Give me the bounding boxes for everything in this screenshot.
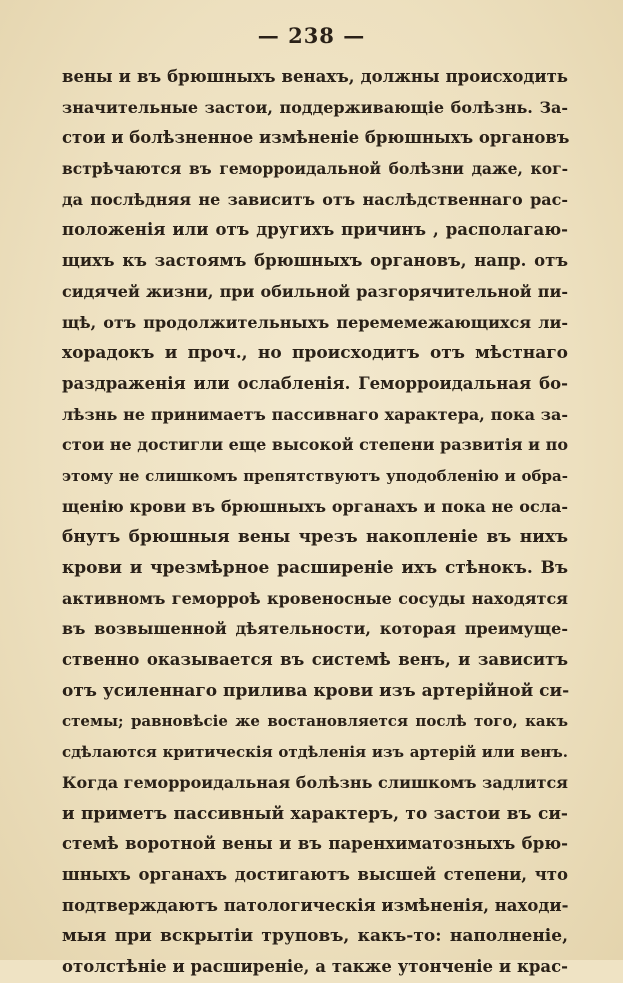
text-line: стемѣ воротной вены и въ паренхиматозныхъ брю- — [62, 834, 568, 854]
text-line: щихъ къ застоямъ брюшныхъ органовъ, напр. отъ — [62, 251, 568, 271]
text-line: этому не слишкомъ препятствуютъ уподобленію и обра- — [62, 466, 568, 485]
text-line: подтверждаютъ патологическія измѣненія, находи- — [62, 895, 569, 915]
text-line: вены и въ брюшныхъ венахъ, должны происходить — [62, 67, 568, 86]
text-line: въ возвышенной дѣятельности, которая преимуще- — [62, 619, 568, 639]
text-line: стои и болѣзненное измѣненіе брюшныхъ органовъ — [62, 128, 570, 148]
text-line: ственно оказывается въ системѣ венъ, и зависитъ — [62, 650, 568, 670]
text-line: крови и чрезмѣрное расширеніе ихъ стѣнокъ. Въ — [62, 558, 568, 578]
text-line: активномъ геморроѣ кровеносные сосуды находятся — [62, 588, 568, 608]
text-line: Когда геморроидальная болѣзнь слишкомъ задлится — [62, 772, 568, 792]
text-line: сдѣлаются критическія отдѣленія изъ артерій или венъ. — [62, 743, 568, 762]
text-line: стемы; равновѣсіе же востановляется послѣ того, какъ — [62, 712, 568, 731]
text-line: хорадокъ и проч., но происходитъ отъ мѣстнаго — [62, 343, 568, 364]
page-number: — 238 — — [257, 23, 366, 48]
text-line: положенія или отъ другихъ причинъ , располагаю- — [62, 220, 568, 240]
text-line: сидячей жизни, при обильной разгорячительной пи- — [62, 281, 568, 301]
text-line: щенію крови въ брюшныхъ органахъ и пока не осла- — [62, 496, 568, 516]
text-line: значительные застои, поддерживающіе болѣзнь. За- — [62, 97, 568, 117]
text-line: бнутъ брюшныя вены чрезъ накопленіе въ нихъ — [62, 527, 568, 548]
text-line: отъ усиленнаго прилива крови изъ артерійной си- — [62, 680, 570, 701]
text-line: щѣ, отъ продолжительныхъ перемемежающихся ли- — [62, 312, 568, 332]
text-line: отолстѣніе и расширеніе, а также утонченіе и крас- — [62, 956, 568, 976]
text-line: и приметъ пассивный характеръ, то застои въ си- — [62, 803, 568, 824]
text-line: лѣзнь не принимаетъ пассивнаго характера, пока за- — [62, 404, 568, 424]
text-line: шныхъ органахъ достигаютъ высшей степени, что — [62, 864, 568, 884]
text-line: раздраженія или ослабленія. Геморроидальная бо- — [62, 373, 568, 393]
body-text — [62, 62, 568, 983]
text-line: встрѣчаются въ геморроидальной болѣзни даже, ког- — [62, 159, 568, 179]
text-line: мыя при вскрытіи труповъ, какъ-то: наполненіе, — [62, 926, 568, 947]
text-line: да послѣдняя не зависитъ отъ наслѣдственнаго рас- — [62, 189, 568, 209]
text-line: стои не достигли еще высокой степени развитія и по — [62, 435, 568, 455]
